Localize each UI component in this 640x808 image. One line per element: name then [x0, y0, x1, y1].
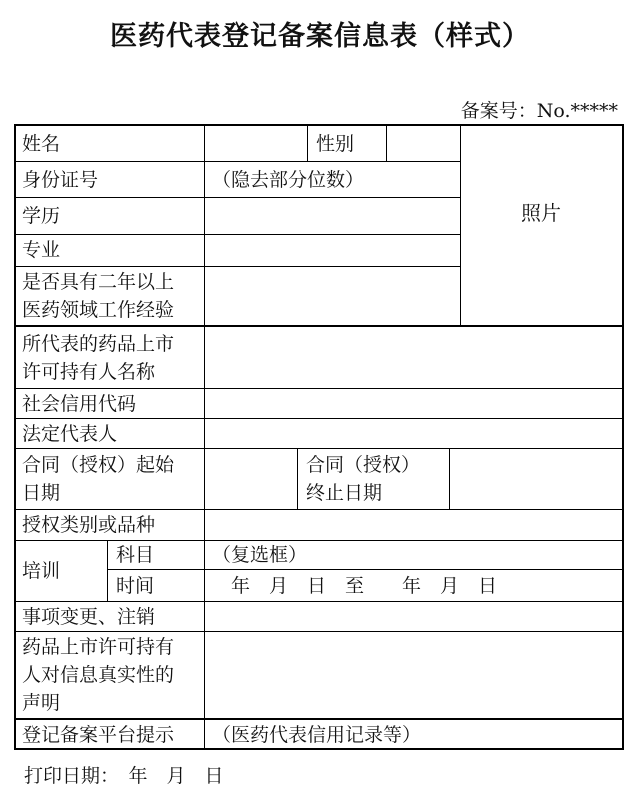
label-major: 专业	[22, 239, 61, 261]
label-training: 培训	[22, 560, 61, 582]
label-auth-category: 授权类别或品种	[22, 514, 156, 536]
row-divider	[16, 161, 460, 162]
row-divider	[16, 388, 622, 389]
row-divider	[16, 509, 622, 510]
col-divider	[307, 126, 308, 161]
label-auth-end-line1: 合同（授权）	[306, 454, 421, 476]
label-platform-tip: 登记备案平台提示	[22, 724, 175, 746]
row-divider	[16, 266, 460, 267]
label-declaration-line3: 声明	[22, 692, 61, 714]
row-divider	[16, 197, 460, 198]
photo-placeholder: 照片	[521, 201, 561, 225]
label-name: 姓名	[22, 133, 61, 155]
label-time: 时间	[116, 575, 155, 597]
col-divider	[107, 540, 108, 601]
label-holder-line2: 许可持有人名称	[22, 361, 156, 383]
platform-note: （医药代表信用记录等）	[212, 724, 422, 746]
label-experience-line1: 是否具有二年以上	[22, 271, 175, 293]
photo-divider	[460, 126, 461, 325]
section-divider	[16, 718, 622, 720]
label-education: 学历	[22, 205, 61, 227]
training-date-range: 年 月 日 至 年 月 日	[231, 575, 498, 597]
label-id-number: 身份证号	[22, 169, 99, 191]
row-divider	[16, 601, 622, 602]
label-changes: 事项变更、注销	[22, 606, 156, 628]
row-divider	[16, 631, 622, 632]
label-auth-end-line2: 终止日期	[306, 482, 383, 504]
record-number: 备案号：No.*****	[460, 100, 618, 122]
label-auth-start-line2: 日期	[22, 482, 61, 504]
label-declaration-line2: 人对信息真实性的	[22, 664, 175, 686]
label-gender: 性别	[316, 133, 355, 155]
col-divider	[204, 126, 205, 748]
form-title: 医药代表登记备案信息表（样式）	[110, 21, 530, 52]
row-divider	[16, 448, 622, 449]
section-divider	[16, 325, 622, 327]
subject-note: （复选框）	[212, 544, 308, 566]
print-date: 打印日期： 年 月 日	[24, 765, 224, 787]
label-holder-line1: 所代表的药品上市	[22, 333, 175, 355]
label-experience-line2: 医药领域工作经验	[22, 299, 175, 321]
label-subject: 科目	[116, 544, 155, 566]
row-divider	[107, 569, 622, 570]
label-declaration-line1: 药品上市许可持有	[22, 636, 175, 658]
row-divider	[16, 234, 460, 235]
row-divider	[16, 418, 622, 419]
label-credit-code: 社会信用代码	[22, 393, 137, 415]
id-number-note: （隐去部分位数）	[212, 169, 365, 191]
info-table	[14, 124, 624, 750]
col-divider	[297, 448, 298, 509]
col-divider	[449, 448, 450, 509]
label-legal-rep: 法定代表人	[22, 423, 118, 445]
col-divider	[386, 126, 387, 161]
label-auth-start-line1: 合同（授权）起始	[22, 454, 175, 476]
